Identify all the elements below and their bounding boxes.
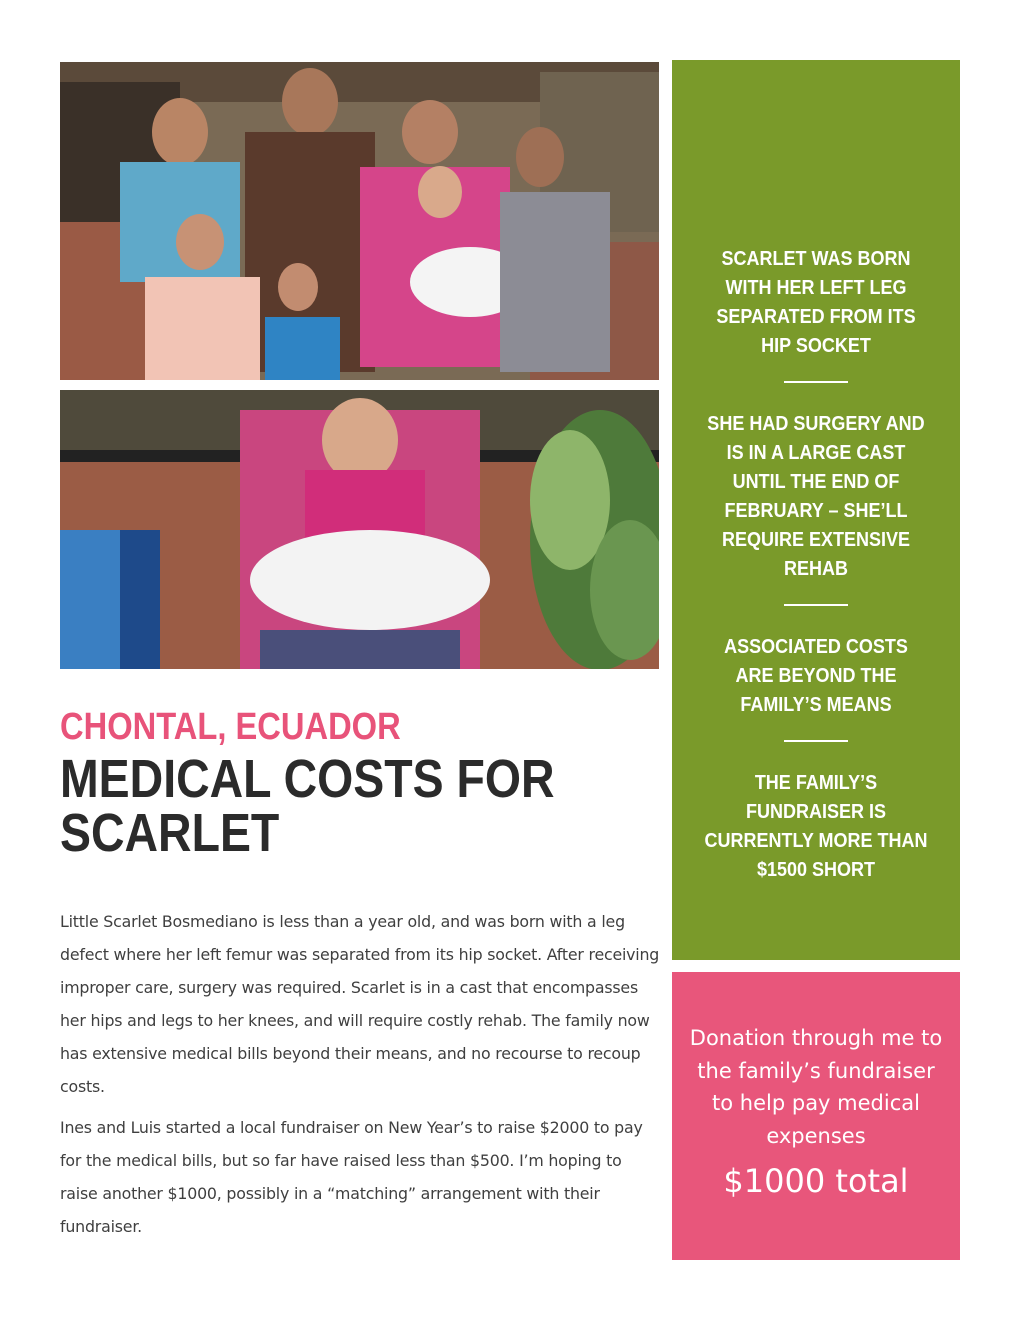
divider <box>784 740 848 742</box>
divider <box>784 604 848 606</box>
fact-item: THE FAMILY’S FUNDRAISER IS CURRENTLY MORE THAN $1500 SHORT <box>704 772 928 881</box>
body-paragraph: Ines and Luis started a local fundraiser on New Year’s to raise $2000 to pay for the medical bills, but so far have raised less than $500. I’m hoping to raise another $1000, possibly in a “matching” arrangement with their fundraiser. <box>60 1118 643 1236</box>
donation-text: Donation through me to the family’s fundraiser to help pay medical expenses <box>689 1026 943 1148</box>
location-heading: CHONTAL, ECUADOR <box>60 706 401 748</box>
page-title: MEDICAL COSTS FOR SCARLET <box>60 749 555 863</box>
family-photo <box>60 62 659 380</box>
facts-panel <box>672 60 960 960</box>
body-text <box>60 905 660 1251</box>
scarlet-photo <box>60 390 659 669</box>
divider <box>784 381 848 383</box>
body-paragraph: Little Scarlet Bosmediano is less than a year old, and was born with a leg defect where her left femur was separated from its hip socket. After receiving improper care, surgery was required. Scarlet is in a cast that encompasses her hips and legs to her knees, and will require costly rehab. The family now has extensive medical bills beyond their means, and no recourse to recoup costs. <box>60 912 660 1096</box>
donation-panel <box>672 972 960 1260</box>
fact-item: ASSOCIATED COSTS ARE BEYOND THE FAMILY’S MEANS <box>724 636 908 716</box>
donation-amount: $1000 total <box>723 1162 909 1200</box>
fact-item: SHE HAD SURGERY AND IS IN A LARGE CAST UNTIL THE END OF FEBRUARY – SHE’LL REQUIRE EXTENSIVE REHAB <box>707 413 925 580</box>
fact-item: SCARLET WAS BORN WITH HER LEFT LEG SEPARATED FROM ITS HIP SOCKET <box>716 248 916 357</box>
